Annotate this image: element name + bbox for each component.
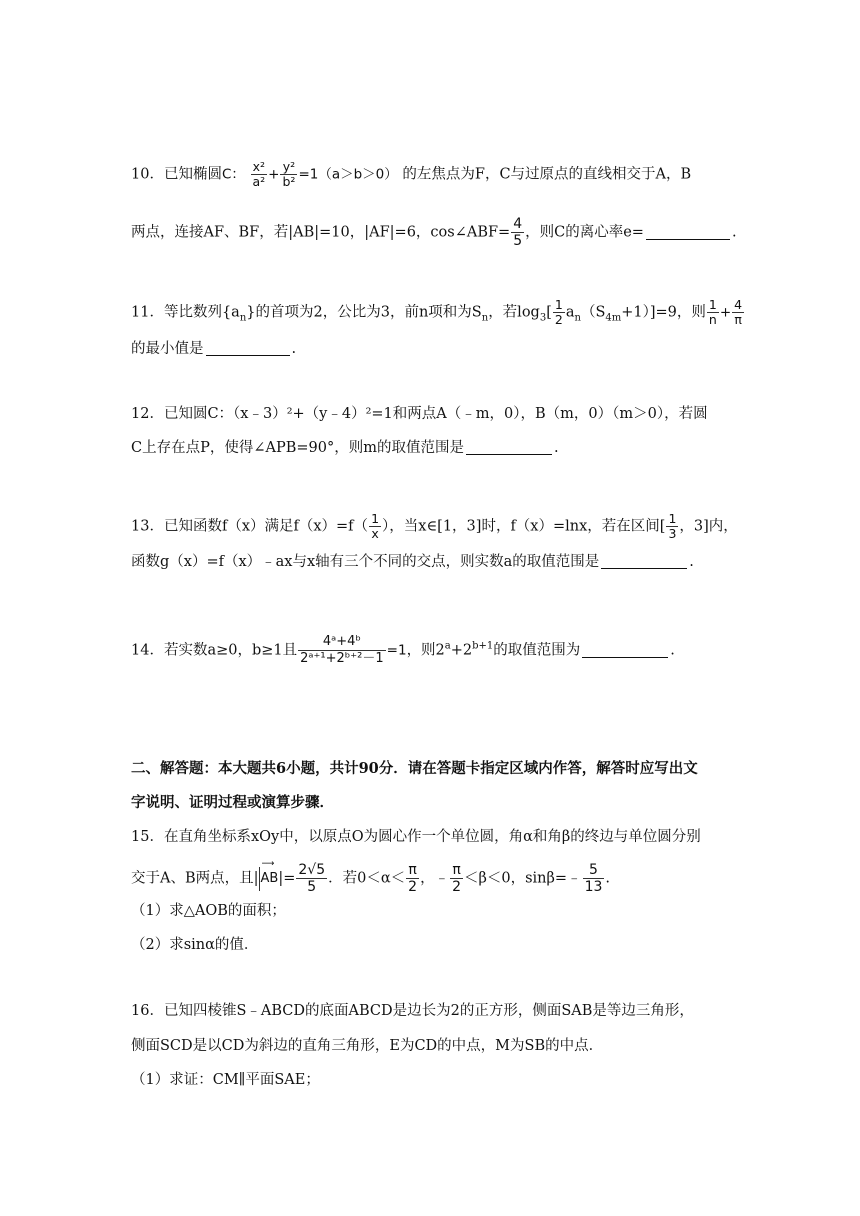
q15-part1: （1）求△AOB的面积； <box>131 903 286 919</box>
q16-line1: 16．已知四棱锥S﹣ABCD的底面ABCD是边长为2的正方形，侧面SAB是等边三角形， <box>131 1003 694 1019</box>
ellipse-label: C <box>221 166 232 183</box>
q16-line2: 侧面SCD是以CD为斜边的直角三角形，E为CD的中点，M为SB的中点． <box>131 1038 604 1054</box>
q15-part2: （2）求sinα的值． <box>131 937 259 953</box>
q12-answer-blank <box>466 438 552 455</box>
q13-answer-blank <box>601 552 687 569</box>
q11-line1: 11．等比数列$\{a_n\}$的首项为2，公比为3，前n项和为$S_n$，若$\log_3$[ $\frac{1}{2}$ $a_n(S_{4m}+1)]=9$，则 $\frac{1}{n}$ + $\frac{4}{\pi}$ <box>131 297 743 327</box>
q10-text: 10．已知椭圆 <box>131 166 222 183</box>
q11-answer-blank <box>206 339 290 356</box>
q12-line2: C上存在点P，使得∠APB=90°，则m的取值范围是 . <box>131 440 559 456</box>
q13-frac-13: $\frac{1}{3}$ <box>668 511 677 541</box>
q10-y-fraction: $\frac{\text{y²}}{\text{b²}}$ <box>282 159 296 189</box>
q11-line2: 的最小值是 . <box>131 341 297 357</box>
q10-answer-blank <box>646 223 730 240</box>
q12-line1: 12．已知圆C：（x﹣3）²+（y﹣4）²=1和两点A（﹣m，0），B（m，0）（m＞0），若圆 <box>131 406 708 422</box>
q13-line1: 13．已知函数f（x）满足f（x）=f（ $\frac{1}{x}$ ），当x∈[1，3]时，f（x）=lnx，若在区间[ $\frac{1}{3}$ ，3]内， <box>131 511 738 541</box>
q10-line2: 两点，连接AF、BF，若|AB|=10，|AF|=6，cos∠ABF= $\frac{4}{5}$ ，则C的离心率e= . <box>131 216 737 249</box>
colon: ： <box>231 166 245 183</box>
q11-half-fraction: $\frac{1}{2}$ <box>554 297 563 327</box>
ellipse-condition: =1（a＞b＞0） <box>298 166 398 183</box>
q10-x-fraction: $\frac{\text{x²}}{\text{a²}}$ <box>252 159 266 189</box>
q15-sin-fraction: $\frac{5}{13}$ <box>584 862 603 895</box>
q13-frac-1x: $\frac{1}{x}$ <box>371 511 380 541</box>
vector-ab: ⟶ AB <box>259 867 279 891</box>
q16-part1: （1）求证：CM∥平面SAE； <box>131 1072 320 1088</box>
q14-line1: 14．若实数a≥0，b≥1且 $\frac{\text{4ᵃ+4ᵇ}}{\text{2ᵃ⁺¹+2ᵇ⁺²－1}}$ =1，则$2^a+2^{b+1}$的取值范围为 . <box>131 634 675 666</box>
q15-neg-pi-half-fraction: $\frac{\pi}{2}$ <box>452 862 461 895</box>
q14-main-fraction: $\frac{\text{4ᵃ+4ᵇ}}{\text{2ᵃ⁺¹+2ᵇ⁺²－1}}$ <box>300 634 384 666</box>
section2-heading-line1: 二、解答题：本大题共6小题，共计90分．请在答题卡指定区域内作答，解答时应写出文 <box>131 760 698 777</box>
q15-line2: 交于A、B两点，且| ⟶ AB|= $\frac{2√5}{5}$ ．若0＜α＜ $\frac{\pi}{2}$ ，﹣ $\frac{\pi}{2}$ ＜β＜0，sinβ=﹣ $\frac{5}{13}$ . <box>131 858 610 895</box>
q15-ab-fraction: $\frac{2√5}{5}$ <box>298 862 326 895</box>
q15-pi-half-fraction: $\frac{\pi}{2}$ <box>408 862 418 895</box>
section2-heading-line2: 字说明、证明过程或演算步骤． <box>131 794 334 811</box>
q10-cos-fraction: $\frac{4}{5}$ <box>513 216 523 249</box>
q10-line1: 10．已知椭圆C： $\frac{\text{x²}}{\text{a²}}$ + $\frac{\text{y²}}{\text{b²}}$ =1（a＞b＞0） 的左焦点为F，C与过原点的直线相交于A，B <box>131 159 692 189</box>
q11-frac-1n: $\frac{1}{n}$ <box>708 297 717 327</box>
q13-line2: 函数g（x）=f（x）﹣ax与x轴有三个不同的交点，则实数a的取值范围是 . <box>131 554 694 570</box>
q11-frac-4pi: $\frac{4}{\pi}$ <box>734 297 743 327</box>
q14-answer-blank <box>582 641 668 658</box>
q10-text-2: 的左焦点为F，C与过原点的直线相交于A，B <box>402 166 692 183</box>
vector-arrow-icon: ⟶ <box>261 858 275 869</box>
q15-line1: 15．在直角坐标系xOy中，以原点O为圆心作一个单位圆，角α和角β的终边与单位圆分别 <box>131 829 701 845</box>
